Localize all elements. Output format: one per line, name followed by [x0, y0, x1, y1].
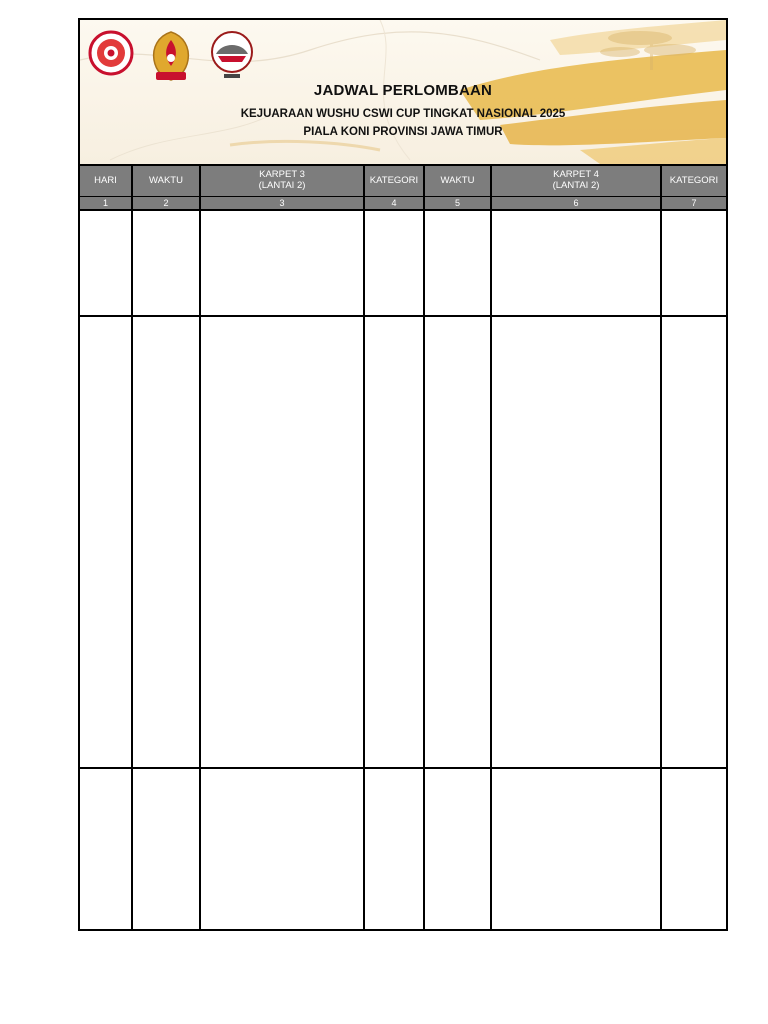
- cswi-logo: [88, 30, 134, 76]
- col-header-karpet-4: KARPET 4 (LANTAI 2): [492, 166, 660, 196]
- table-row: [80, 317, 726, 767]
- table-row: [80, 211, 726, 315]
- col-number-2: 2: [133, 197, 199, 209]
- col-header-waktu-2: WAKTU: [425, 166, 490, 196]
- page-title: JADWAL PERLOMBAAN: [313, 82, 493, 99]
- col-number-5: 5: [425, 197, 490, 209]
- table-row: [80, 769, 726, 929]
- col-number-6: 6: [492, 197, 660, 209]
- col-number-1: 1: [80, 197, 131, 209]
- col-number-7: 7: [662, 197, 726, 209]
- event-subtitle: KEJUARAAN WUSHU CSWI CUP TINGKAT NASIONAL 2025: [240, 108, 566, 120]
- header-number-divider: [80, 196, 726, 197]
- koni-indonesia-logo: [148, 28, 194, 84]
- col-number-4: 4: [365, 197, 423, 209]
- col-header-waktu-1: WAKTU: [133, 166, 199, 196]
- col-header-kategori-2: KATEGORI: [662, 166, 726, 196]
- event-subtitle-2: PIALA KONI PROVINSI JAWA TIMUR: [303, 126, 503, 138]
- col-header-kategori-1: KATEGORI: [365, 166, 423, 196]
- koni-jawa-timur-logo: [208, 30, 256, 80]
- col-header-karpet-3: KARPET 3 (LANTAI 2): [201, 166, 363, 196]
- col-number-3: 3: [201, 197, 363, 209]
- schedule-sheet: [78, 18, 728, 931]
- header-banner: [80, 20, 726, 164]
- col-header-hari: HARI: [80, 166, 131, 196]
